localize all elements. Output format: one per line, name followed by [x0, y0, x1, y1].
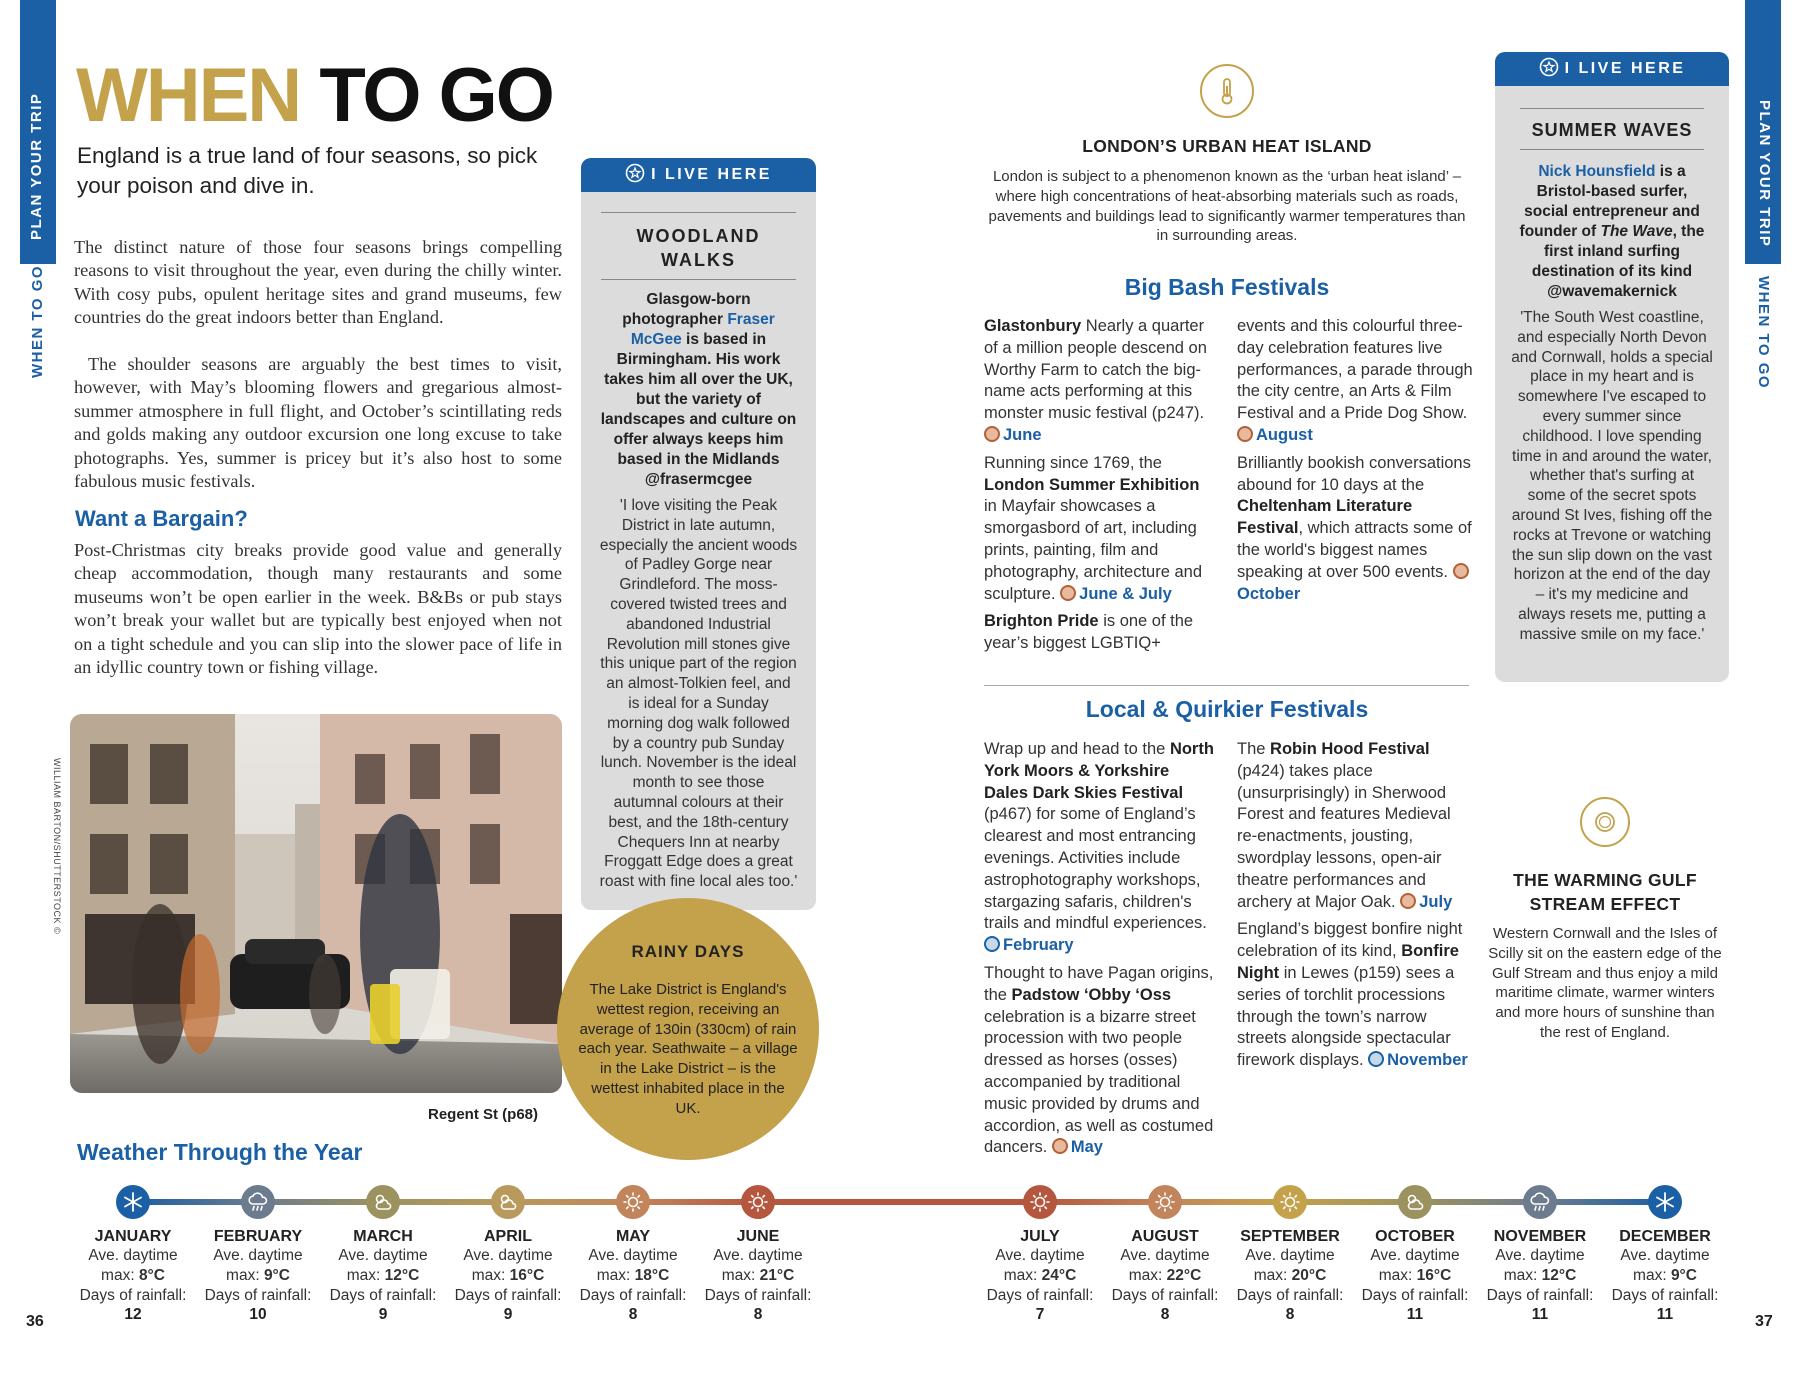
left-section-tab — [20, 0, 56, 264]
month-name: APRIL — [484, 1228, 532, 1245]
intro-paragraph-1: The distinct nature of those four seasons brings compelling reasons to visit throughout the year, even during the chilly winter. With cosy pubs, opulent heritage sites and grand museums, few countries do the great indoors better than England. — [74, 237, 562, 328]
quirky-festivals-heading: Local & Quirkier Festivals — [1085, 696, 1369, 722]
right-section-tab — [1745, 0, 1781, 264]
max-label: max: — [1003, 1267, 1042, 1284]
max-temp-value: 16°C — [1416, 1267, 1452, 1284]
festival-month: August — [1256, 425, 1313, 444]
festival-description: (p467) for some of England’s clearest and most entrancing evenings. Activities include astrophotography workshops, stargazing safaris, children's trails and mindful experiences. — [984, 805, 1207, 933]
thermometer-icon — [1200, 64, 1254, 118]
max-temp-row — [1603, 1266, 1727, 1286]
month-name: NOVEMBER — [1493, 1228, 1587, 1245]
temp-label: Ave. daytime — [1495, 1247, 1585, 1264]
month-column — [1603, 1228, 1727, 1324]
max-temp-row — [696, 1266, 820, 1286]
max-temp-value: 12°C — [1541, 1267, 1577, 1284]
max-label: max: — [1128, 1267, 1167, 1284]
month-column — [571, 1228, 695, 1324]
weather-timeline-line — [134, 1199, 1666, 1205]
summer-exhibition-entry — [984, 453, 1216, 606]
contributor-name: Fraser McGee — [630, 311, 775, 348]
max-label: max: — [721, 1267, 760, 1284]
contributor-handle: @frasermcgee — [644, 471, 753, 488]
rainfall-label: Days of rainfall: — [204, 1287, 312, 1304]
month-column — [71, 1228, 195, 1324]
calendar-month-icon — [1453, 563, 1469, 579]
regent-street-photo — [70, 714, 562, 1093]
festival-description: in Mayfair showcases a smorgasbord of art, including prints, painting, film and photography, architecture and sculpture. — [984, 497, 1203, 603]
big-bash-heading: Big Bash Festivals — [1124, 274, 1330, 300]
max-temp-row — [71, 1266, 195, 1286]
temp-label: Ave. daytime — [463, 1247, 553, 1264]
max-temp-row — [1353, 1266, 1477, 1286]
snowflake-icon — [116, 1185, 150, 1219]
rain-cloud-icon — [241, 1185, 275, 1219]
festival-description: (p424) takes place (unsurprisingly) in Sherwood Forest and features Medieval re-enactments, jousting, swordplay lessons, open-air theatre performances and archery at Major Oak. — [1237, 761, 1451, 911]
title-part-1: WHEN — [76, 53, 301, 138]
month-name: MAY — [615, 1228, 651, 1245]
festival-month: May — [1070, 1138, 1103, 1157]
month-column — [1353, 1228, 1477, 1324]
sun-icon — [741, 1185, 775, 1219]
rainfall-value: 11 — [1406, 1306, 1424, 1323]
month-name: DECEMBER — [1619, 1228, 1711, 1245]
calendar-month-icon — [1052, 1138, 1068, 1154]
max-temp-value: 24°C — [1041, 1267, 1077, 1284]
intro-paragraph-2: The shoulder seasons are arguably the best times to visit, however, with May’s blooming flowers and gregarious almost-summer atmosphere in full flight, and October’s scintillating reds and golds making any outdoor excursion one long excuse to take photographs. Yes, summer is pricey but it’s also host to some fabulous music festivals. — [74, 354, 562, 492]
max-temp-row — [1228, 1266, 1352, 1286]
rainy-days-circle — [557, 898, 819, 1160]
temp-label: Ave. daytime — [88, 1247, 178, 1264]
rainfall-label: Days of rainfall: — [79, 1287, 187, 1304]
live-here-header — [581, 158, 816, 192]
venue-name: The Wave — [1600, 223, 1673, 240]
gulf-stream-title: THE WARMING GULF STREAM EFFECT — [1513, 870, 1697, 914]
festival-name: Glastonbury — [984, 317, 1082, 335]
max-temp-row — [571, 1266, 695, 1286]
festival-description: Brilliantly bookish conversations abound for 10 days at the — [1237, 453, 1471, 494]
temp-label: Ave. daytime — [995, 1247, 1085, 1264]
temp-label: Ave. daytime — [588, 1247, 678, 1264]
temp-label: Ave. daytime — [1620, 1247, 1710, 1264]
rainfall-label: Days of rainfall: — [1611, 1287, 1719, 1304]
rainfall-label: Days of rainfall: — [704, 1287, 812, 1304]
box-title: WOODLAND WALKS — [636, 226, 761, 270]
page-number-right: 37 — [1755, 1313, 1773, 1330]
max-temp-row — [196, 1266, 320, 1286]
month-column — [1478, 1228, 1602, 1324]
cheltenham-entry — [1237, 453, 1475, 606]
gulf-stream-body: Western Cornwall and the Isles of Scilly sit on the eastern edge of the Gulf Stream and thus enjoy a mild maritime climate, warmer winters and more hours of sunshine than the rest of England. — [1488, 925, 1722, 1041]
festival-name: North York Moors & Yorkshire Dales Dark Skies Festival — [984, 740, 1214, 802]
festival-description: Thought to have Pagan origins, the — [984, 963, 1214, 1004]
photo-caption: Regent St (p68) — [428, 1106, 539, 1123]
sun-icon — [1148, 1185, 1182, 1219]
live-here-woodland-box — [581, 158, 816, 910]
right-subsection-label: WHEN TO GO — [1755, 276, 1772, 390]
max-temp-row — [446, 1266, 570, 1286]
rainfall-value: 8 — [628, 1306, 638, 1323]
bio-text: is based in Birmingham. His work takes him all over the UK, but the variety of landscapes and culture on offer always keeps him based in the Midlands — [600, 331, 797, 468]
sun-cloud-icon — [366, 1185, 400, 1219]
month-column — [446, 1228, 570, 1324]
big-bash-column-2 — [1237, 316, 1475, 605]
divider — [601, 279, 796, 280]
max-label: max: — [596, 1267, 635, 1284]
bio-text: Glasgow-born photographer — [622, 291, 751, 328]
rainfall-label: Days of rainfall: — [1486, 1287, 1594, 1304]
weather-heading: Weather Through the Year — [77, 1139, 363, 1165]
obby-oss-entry — [984, 963, 1216, 1159]
rainy-days-title: RAINY DAYS — [631, 942, 745, 961]
section-divider — [984, 685, 1469, 686]
max-label: max: — [101, 1267, 139, 1284]
rainfall-label: Days of rainfall: — [329, 1287, 437, 1304]
rainfall-value: 9 — [503, 1306, 513, 1323]
month-name: OCTOBER — [1375, 1228, 1455, 1245]
festival-name: Brighton Pride — [984, 612, 1099, 631]
divider — [1520, 108, 1704, 109]
festival-name: Cheltenham Literature Festival — [1237, 497, 1413, 538]
calendar-month-icon — [1237, 426, 1253, 442]
festival-month: February — [1003, 936, 1074, 955]
rainfall-label: Days of rainfall: — [1111, 1287, 1219, 1304]
bargain-heading: Want a Bargain? — [75, 506, 248, 531]
contributor-bio — [1517, 162, 1707, 302]
bargain-body: Post-Christmas city breaks provide good value and generally cheap accommodation, though many restaurants and some museums won’t be open earlier in the week. B&Bs or pub stays won’t break your wallet but are typically best enjoyed when not on a tight schedule and you can slip into the slower pace of life in an idyllic country town or fishing village. — [74, 540, 562, 678]
festival-description: in Lewes (p159) sees a series of torchlit processions through the town’s narrow streets alongside spectacular firework displays. — [1237, 963, 1455, 1070]
calendar-month-icon — [984, 936, 1000, 952]
festival-description: Running since 1769, the — [984, 453, 1162, 472]
month-column — [978, 1228, 1102, 1324]
temp-label: Ave. daytime — [713, 1247, 803, 1264]
location-pin-icon — [625, 163, 645, 188]
max-temp-value: 18°C — [634, 1267, 670, 1284]
max-temp-value: 12°C — [384, 1267, 420, 1284]
sun-icon — [1023, 1185, 1057, 1219]
max-temp-value: 22°C — [1166, 1267, 1202, 1284]
max-label: max: — [226, 1267, 264, 1284]
festival-description: events and this colourful three-day celebration features live performances, a parade through the city centre, an Arts & Film Festival and a Pride Dog Show. — [1237, 317, 1473, 423]
title-part-2: TO GO — [319, 53, 553, 138]
rainfall-value: 8 — [1160, 1306, 1170, 1323]
standfirst: England is a true land of four seasons, so pick your poison and dive in. — [77, 143, 538, 198]
max-temp-row — [1103, 1266, 1227, 1286]
calendar-month-icon — [1368, 1051, 1384, 1067]
glastonbury-entry — [984, 316, 1216, 447]
max-temp-row — [1478, 1266, 1602, 1286]
month-column — [1103, 1228, 1227, 1324]
quirky-column-2 — [1237, 739, 1475, 1072]
rainfall-value: 8 — [753, 1306, 763, 1323]
festival-description: Nearly a quarter of a million people descend on Worthy Farm to catch the big-name acts performing at this monster music festival (p247). — [984, 317, 1207, 423]
max-temp-row — [978, 1266, 1102, 1286]
month-name: JANUARY — [94, 1228, 172, 1245]
rain-cloud-icon — [1523, 1185, 1557, 1219]
contributor-quote: 'The South West coastline, and especially North Devon and Cornwall, holds a special place in my heart and is somewhere I've escaped to every summer since childhood. I love spending time in and around the water, whether that's surfing at some of the secret spots around St Ives, fishing off the rocks at Trevone or watching the sun slip down on the vast horizon at the end of the day – it's my medicine and always resets me, putting a massive smile on my face.' — [1511, 309, 1713, 643]
max-temp-value: 20°C — [1291, 1267, 1327, 1284]
live-here-label: I LIVE HERE — [651, 166, 772, 183]
festival-description: The — [1237, 740, 1266, 758]
rainfall-value: 7 — [1035, 1306, 1045, 1323]
live-here-label: I LIVE HERE — [1564, 60, 1686, 77]
contributor-quote: 'I love visiting the Peak District in late autumn, especially the ancient woods of Padley Gorge near Grindleford. The moss-covered twisted trees and abandoned Industrial Revolution mill stones give this unique part of the region an almost-Tolkien feel, and is ideal for a Sunday morning dog walk followed by a country pub Sunday lunch. November is the ideal month to see those autumnal colours at their best, and the 18th-century Chequers Inn at nearby Froggatt Edge does a great roast with fine local ales too.' — [599, 497, 798, 891]
bio-text: is a Bristol-based surfer, social entrepreneur and founder of — [1519, 163, 1700, 240]
temp-label: Ave. daytime — [213, 1247, 303, 1264]
rainfall-value: 10 — [249, 1306, 267, 1323]
max-label: max: — [1378, 1267, 1417, 1284]
festival-name: Robin Hood Festival — [1270, 740, 1430, 758]
left-subsection-label: WHEN TO GO — [29, 264, 46, 378]
calendar-month-icon — [1060, 585, 1076, 601]
max-temp-value: 8°C — [138, 1267, 165, 1284]
month-name: JULY — [1020, 1228, 1060, 1245]
heat-island-body: London is subject to a phenomenon known as the ‘urban heat island’ – where high concentrations of heat-absorbing materials such as roads, pavements and buildings lead to significantly warmer temperatures than in surrounding areas. — [988, 168, 1466, 245]
brighton-pride-continued — [1237, 316, 1475, 447]
festival-month: July — [1419, 892, 1453, 911]
snowflake-icon — [1648, 1185, 1682, 1219]
page-title — [76, 53, 553, 138]
temp-label: Ave. daytime — [1120, 1247, 1210, 1264]
festival-name: London Summer Exhibition — [984, 475, 1200, 494]
month-column — [196, 1228, 320, 1324]
live-here-summer-waves-box — [1495, 52, 1729, 682]
contributor-name: Nick Hounsfield — [1538, 163, 1656, 180]
rainfall-label: Days of rainfall: — [986, 1287, 1094, 1304]
max-temp-row — [321, 1266, 445, 1286]
festival-description: England’s biggest bonfire night celebration of its kind, — [1237, 920, 1463, 961]
sun-cloud-icon — [1398, 1185, 1432, 1219]
festival-name: Bonfire Night — [1237, 942, 1459, 982]
month-name: FEBRUARY — [213, 1228, 303, 1245]
sun-cloud-icon — [491, 1185, 525, 1219]
festival-description: , which attracts some of the world's biggest names speaking at over 500 events. — [1237, 519, 1472, 581]
sun-icon — [1580, 797, 1630, 847]
month-column — [696, 1228, 820, 1324]
festival-description: is one of the year’s biggest LGBTIQ+ — [984, 612, 1194, 653]
page-number-left: 36 — [26, 1313, 44, 1330]
festival-month: November — [1387, 1051, 1468, 1070]
rainfall-label: Days of rainfall: — [454, 1287, 562, 1304]
temp-label: Ave. daytime — [338, 1247, 428, 1264]
month-name: MARCH — [353, 1228, 413, 1245]
heat-island-title: LONDON’S URBAN HEAT ISLAND — [1082, 136, 1372, 156]
box-title: SUMMER WAVES — [1531, 120, 1693, 140]
rainfall-value: 9 — [378, 1306, 388, 1323]
festival-description: celebration is a bizarre street procession with two people dressed as horses (osses) accompanied by traditional music provided by drums and accordion, as well as costumed dancers. — [984, 1007, 1214, 1157]
calendar-month-icon — [984, 426, 1000, 442]
live-here-header — [1495, 52, 1729, 86]
brighton-pride-entry — [984, 611, 1216, 655]
month-column — [321, 1228, 445, 1324]
bio-text: , the first inland surfing destination of its kind @wavemakernick — [1531, 223, 1705, 300]
max-label: max: — [346, 1267, 385, 1284]
big-bash-column-1 — [984, 316, 1216, 655]
max-temp-value: 16°C — [509, 1267, 545, 1284]
temp-label: Ave. daytime — [1370, 1247, 1460, 1264]
dark-skies-entry — [984, 739, 1216, 957]
month-column — [1228, 1228, 1352, 1324]
festival-month: June & July — [1079, 584, 1172, 603]
rainfall-value: 12 — [124, 1306, 142, 1323]
max-label: max: — [1633, 1267, 1671, 1284]
right-section-label: PLAN YOUR TRIP — [1756, 100, 1773, 248]
month-name: JUNE — [736, 1228, 780, 1245]
month-name: AUGUST — [1131, 1228, 1199, 1245]
max-label: max: — [1253, 1267, 1292, 1284]
rainfall-label: Days of rainfall: — [579, 1287, 687, 1304]
festival-description: Wrap up and head to the — [984, 740, 1166, 758]
max-label: max: — [1503, 1267, 1542, 1284]
calendar-month-icon — [1400, 893, 1416, 909]
rainfall-label: Days of rainfall: — [1361, 1287, 1469, 1304]
bonfire-night-entry — [1237, 919, 1475, 1072]
photo-credit: WILLIAM BARTON/SHUTTERSTOCK © — [52, 758, 62, 935]
rainfall-value: 11 — [1656, 1306, 1674, 1323]
sun-icon — [616, 1185, 650, 1219]
festival-month: June — [1003, 425, 1042, 444]
max-temp-value: 9°C — [263, 1267, 290, 1284]
festival-name: Padstow ‘Obby ‘Oss — [1011, 985, 1172, 1004]
max-label: max: — [471, 1267, 510, 1284]
sun-icon — [1273, 1185, 1307, 1219]
rainy-days-body: The Lake District is England's wettest region, receiving an average of 130in (330cm) of rain each year. Seathwaite – a village in the Lake District – is the wettest inhabited place in the UK. — [578, 981, 798, 1117]
street-scene-illustration — [70, 714, 562, 1093]
max-temp-value: 21°C — [759, 1267, 795, 1284]
rainfall-value: 11 — [1531, 1306, 1549, 1323]
month-name: SEPTEMBER — [1240, 1228, 1340, 1245]
festival-month: October — [1237, 584, 1301, 603]
location-pin-icon — [1539, 57, 1559, 82]
quirky-column-1 — [984, 739, 1216, 1159]
max-temp-value: 9°C — [1670, 1267, 1697, 1284]
divider — [601, 212, 796, 213]
divider — [1520, 149, 1704, 150]
left-section-label: PLAN YOUR TRIP — [28, 92, 45, 240]
rainfall-value: 8 — [1285, 1306, 1295, 1323]
robin-hood-entry — [1237, 739, 1475, 913]
temp-label: Ave. daytime — [1245, 1247, 1335, 1264]
rainfall-label: Days of rainfall: — [1236, 1287, 1344, 1304]
contributor-bio — [599, 290, 798, 490]
